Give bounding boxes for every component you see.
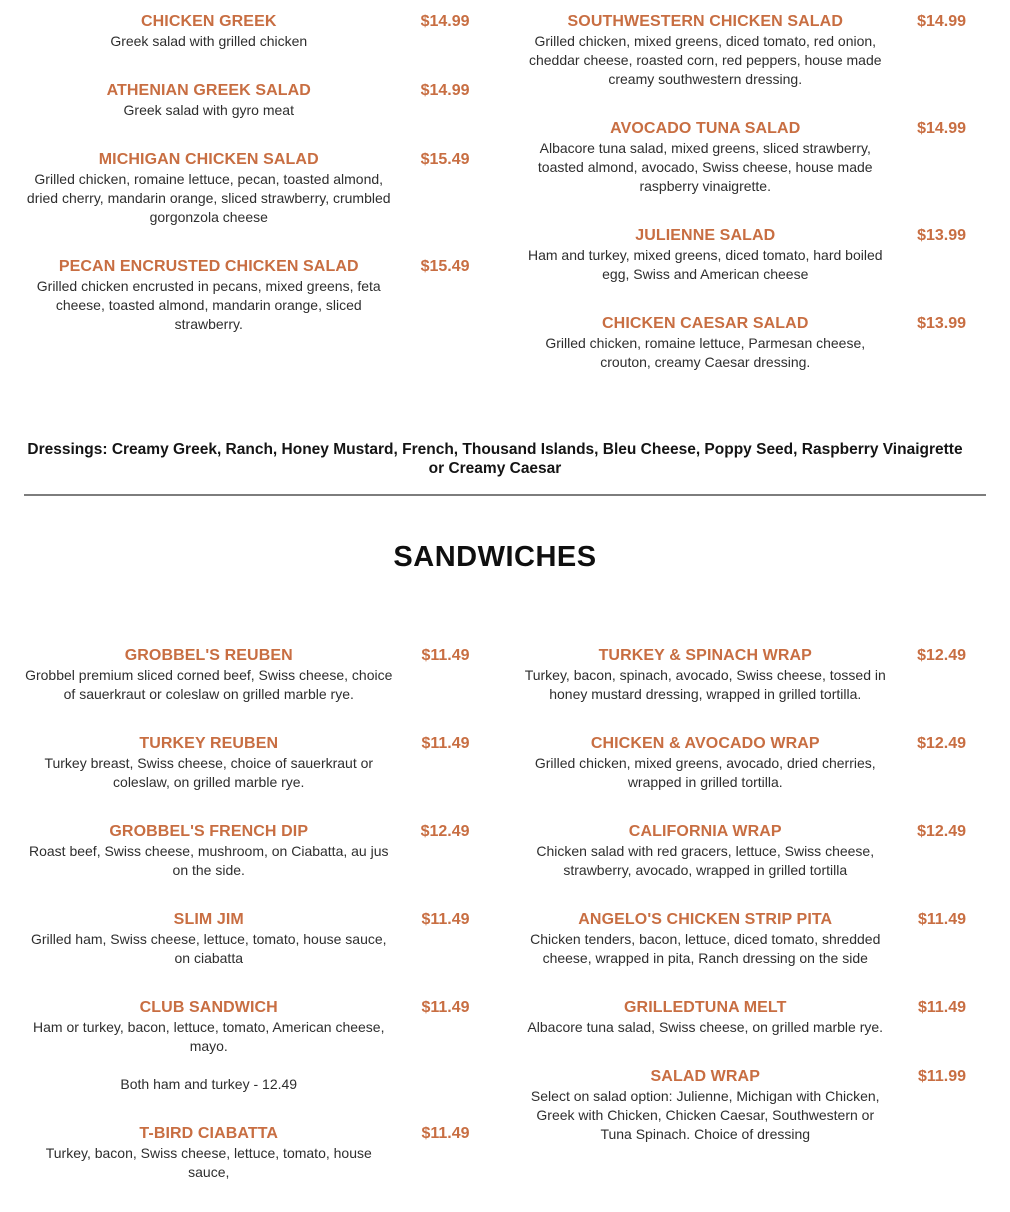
item-description: Greek salad with gyro meat — [123, 102, 294, 118]
menu-item — [521, 734, 967, 792]
menu-item — [24, 12, 470, 51]
item-price: $12.49 — [917, 735, 966, 752]
item-name: CHICKEN & AVOCADO WRAP — [590, 735, 820, 752]
item-name: GRILLEDTUNA MELT — [624, 999, 787, 1016]
item-name: ANGELO'S CHICKEN STRIP PITA — [578, 911, 833, 928]
item-price: $14.99 — [917, 13, 966, 30]
item-name: SLIM JIM — [173, 911, 244, 928]
item-name: SALAD WRAP — [650, 1068, 760, 1085]
item-price: $11.49 — [421, 647, 470, 664]
item-name: SOUTHWESTERN CHICKEN SALAD — [567, 13, 843, 30]
item-description: Grilled ham, Swiss cheese, lettuce, tomato, house sauce, on ciabatta — [30, 931, 387, 966]
dressings-note: Dressings: Creamy Greek, Ranch, Honey Mustard, French, Thousand Islands, Bleu Cheese, Poppy Seed, Raspberry Vinaigrette or Creamy Caesar — [27, 441, 963, 477]
item-description: Turkey breast, Swiss cheese, choice of sauerkraut or coleslaw, on grilled marble rye. — [44, 755, 374, 790]
menu-item — [24, 1124, 470, 1182]
item-price: $14.99 — [420, 82, 470, 99]
item-name: AVOCADO TUNA SALAD — [610, 120, 801, 137]
menu-item — [24, 150, 470, 227]
item-price: $11.49 — [421, 1125, 470, 1142]
menu-item — [521, 12, 967, 89]
item-description: Grilled chicken, romaine lettuce, Parmesan cheese, crouton, creamy Caesar dressing. — [545, 335, 866, 370]
menu-item — [24, 998, 470, 1094]
salads-left-column — [24, 12, 470, 364]
menu-item — [521, 910, 967, 968]
item-description: Greek salad with grilled chicken — [110, 33, 308, 49]
item-price: $11.49 — [421, 999, 470, 1016]
item-description: Ham and turkey, mixed greens, diced tomato, hard boiled egg, Swiss and American cheese — [527, 247, 883, 282]
section-divider — [24, 494, 986, 496]
item-name: TURKEY & SPINACH WRAP — [598, 647, 812, 664]
item-price: $12.49 — [917, 823, 966, 840]
item-description: Grilled chicken, romaine lettuce, pecan, toasted almond, dried cherry, mandarin orange, sliced strawberry, crumbled gorgonzola cheese — [26, 171, 391, 225]
item-price: $11.49 — [917, 911, 966, 928]
menu-item — [521, 646, 967, 704]
menu-item — [521, 822, 967, 880]
menu-item — [521, 119, 967, 196]
item-description: Grilled chicken, mixed greens, avocado, dried cherries, wrapped in grilled tortilla. — [534, 755, 876, 790]
item-name: GROBBEL'S REUBEN — [124, 647, 293, 664]
menu-item — [24, 910, 470, 968]
item-price: $13.99 — [917, 227, 966, 244]
item-price: $12.49 — [917, 647, 966, 664]
item-price: $15.49 — [420, 258, 470, 275]
menu-item — [24, 646, 470, 704]
item-name: PECAN ENCRUSTED CHICKEN SALAD — [58, 258, 359, 275]
item-name: TURKEY REUBEN — [139, 735, 279, 752]
item-name: GROBBEL'S FRENCH DIP — [109, 823, 309, 840]
menu-item — [24, 81, 470, 120]
item-description: Turkey, bacon, Swiss cheese, lettuce, tomato, house sauce, — [45, 1145, 372, 1180]
item-price: $11.49 — [421, 911, 470, 928]
salads-section — [24, 12, 966, 402]
item-price: $11.49 — [421, 735, 470, 752]
item-description: Ham or turkey, bacon, lettuce, tomato, American cheese, mayo. — [33, 1019, 385, 1054]
menu-item — [24, 257, 470, 334]
menu-item — [521, 314, 967, 372]
item-price: $13.99 — [917, 315, 966, 332]
item-note: Both ham and turkey - 12.49 — [120, 1076, 298, 1092]
item-name: JULIENNE SALAD — [635, 227, 776, 244]
item-description: Chicken salad with red gracers, lettuce, Swiss cheese, strawberry, avocado, wrapped in grilled tortilla — [536, 843, 875, 878]
sandwiches-left-column — [24, 646, 470, 1212]
item-price: $11.49 — [917, 999, 966, 1016]
menu-item — [521, 226, 967, 284]
item-price: $14.99 — [917, 120, 966, 137]
item-price: $11.99 — [917, 1068, 966, 1085]
menu-item — [24, 734, 470, 792]
item-name: CALIFORNIA WRAP — [628, 823, 782, 840]
item-name: ATHENIAN GREEK SALAD — [106, 82, 311, 99]
item-price: $14.99 — [420, 13, 470, 30]
item-description: Select on salad option: Julienne, Michigan with Chicken, Greek with Chicken, Chicken Caesar, Southwestern or Tuna Spinach. Choice of dressing — [530, 1088, 880, 1142]
item-description: Albacore tuna salad, mixed greens, sliced strawberry, toasted almond, avocado, Swiss cheese, house made raspberry vinaigrette. — [537, 140, 873, 194]
salads-right-column — [521, 12, 967, 402]
item-description: Grilled chicken encrusted in pecans, mixed greens, feta cheese, toasted almond, mandarin orange, sliced strawberry. — [36, 278, 381, 332]
item-description: Grobbel premium sliced corned beef, Swiss cheese, choice of sauerkraut or coleslaw on grilled marble rye. — [25, 667, 393, 702]
item-name: MICHIGAN CHICKEN SALAD — [98, 151, 319, 168]
item-description: Roast beef, Swiss cheese, mushroom, on Ciabatta, au jus on the side. — [28, 843, 389, 878]
menu-item — [24, 822, 470, 880]
item-name: CHICKEN CAESAR SALAD — [602, 315, 809, 332]
sandwiches-right-column — [521, 646, 967, 1174]
menu-item — [521, 1067, 967, 1144]
item-description: Chicken tenders, bacon, lettuce, diced tomato, shredded cheese, wrapped in pita, Ranch dressing on the side — [530, 931, 881, 966]
item-name: CLUB SANDWICH — [139, 999, 278, 1016]
item-description: Grilled chicken, mixed greens, diced tomato, red onion, cheddar cheese, roasted corn, red peppers, house made creamy southwestern dressing. — [528, 33, 882, 87]
sandwiches-heading: SANDWICHES — [393, 541, 597, 573]
item-description: Turkey, bacon, spinach, avocado, Swiss cheese, tossed in honey mustard dressing, wrapped in grilled tortilla. — [524, 667, 886, 702]
item-price: $12.49 — [420, 823, 470, 840]
item-price: $15.49 — [420, 151, 470, 168]
item-description: Albacore tuna salad, Swiss cheese, on grilled marble rye. — [527, 1019, 884, 1035]
sandwiches-section — [24, 646, 966, 1212]
item-name: CHICKEN GREEK — [140, 13, 277, 30]
menu-item — [521, 998, 967, 1037]
item-name: T-BIRD CIABATTA — [139, 1125, 279, 1142]
